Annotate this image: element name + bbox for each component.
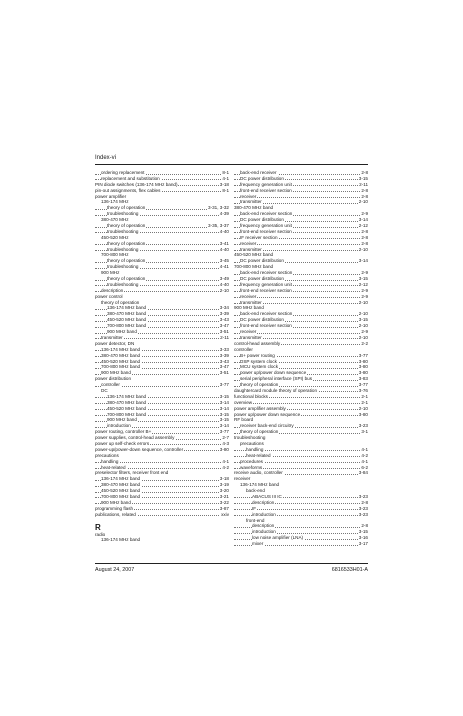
entry-page-ref: 3-43 xyxy=(219,358,229,364)
entry-term: theory of operation xyxy=(107,276,146,282)
entry-page-ref: 4-40 xyxy=(219,246,229,252)
entry-page-ref: 3-15 xyxy=(219,411,229,417)
entry-page-ref: 3-16 xyxy=(358,535,368,541)
entry-page-ref: 3-80 xyxy=(358,411,368,417)
entry-term: power-up/power-down sequence, controller xyxy=(95,446,184,452)
entry-term: power up/power down sequence xyxy=(234,411,301,417)
entry-term: receiver xyxy=(240,293,257,299)
entry-term: DC power distribution xyxy=(240,276,284,282)
entry-page-ref: 3-18 xyxy=(219,476,229,482)
entry-page-ref: 2-7 xyxy=(222,435,229,441)
entry-term: daughtercard module theory of operation xyxy=(234,387,317,393)
entry-page-ref: 4-40 xyxy=(219,281,229,287)
entry-term: low noise amplifier (LNA) xyxy=(252,535,304,541)
entry-term: description xyxy=(252,523,275,529)
entry-term: functional blocks xyxy=(234,393,268,399)
entry-term: 900 MHz xyxy=(101,270,120,276)
entry-page-ref: 4-1 xyxy=(222,175,229,181)
entry-term: control-head assembly xyxy=(234,340,281,346)
entry-term: 380-470 MHz band xyxy=(101,482,141,488)
entry-page-ref: 2-8 xyxy=(361,187,368,193)
entry-page-ref: 3-77 xyxy=(219,429,229,435)
entry-page-ref: 3-43 xyxy=(219,317,229,323)
entry-page-ref: 4-41 xyxy=(219,264,229,270)
entry-page-ref: 3-15 xyxy=(219,393,229,399)
entry-term: controller xyxy=(234,346,253,352)
entry-page-ref: 3-15 xyxy=(358,317,368,323)
entry-term: theory of operation xyxy=(107,223,146,229)
entry-term: RF board xyxy=(234,417,254,423)
entry-term: mixer xyxy=(252,541,264,547)
entry-term: 700-800 MHz band xyxy=(101,493,141,499)
entry-page-ref: 3-14 xyxy=(219,405,229,411)
entry-term: precautions xyxy=(240,440,264,446)
entry-page-ref: 3-35, 3-37 xyxy=(208,223,229,229)
entry-term: transmitter xyxy=(101,334,123,340)
entry-page-ref: 3-14 xyxy=(219,399,229,405)
entry-term: DC xyxy=(101,387,108,393)
entry-term: frequency generation unit xyxy=(240,223,292,229)
entry-page-ref: 8-1 xyxy=(222,187,229,193)
entry-page-ref: 3-47 xyxy=(219,323,229,329)
entry-term: DC power distribution xyxy=(240,317,284,323)
entry-page-ref: 6-2 xyxy=(361,464,368,470)
entry-page-ref: 2-11 xyxy=(220,334,229,340)
entry-term: 700-800 MHz band xyxy=(101,364,141,370)
footer-doc-number: 6816533H01-A xyxy=(331,567,368,573)
entry-term: 450-520 MHz band xyxy=(107,317,147,323)
entry-term: IF xyxy=(252,505,257,511)
entry-page-ref: 3-84 xyxy=(358,470,368,476)
entry-term: 380-470 MHz band xyxy=(101,352,141,358)
entry-term: precautions xyxy=(95,452,119,458)
entry-term: DC power distribution xyxy=(240,175,284,181)
entry-term: transmitter xyxy=(240,246,262,252)
entry-page-ref: 4-3 xyxy=(222,440,229,446)
entry-page-ref: 2-9 xyxy=(361,211,368,217)
entry-page-ref: 2-12 xyxy=(358,223,368,229)
entry-term: troubleshooting xyxy=(107,246,139,252)
entry-term: 136-174 MHz band xyxy=(101,346,141,352)
entry-term: 380-470 MHz band xyxy=(234,205,274,211)
entry-page-ref: 2-10 xyxy=(358,334,368,340)
entry-page-ref: 3-87 xyxy=(219,505,229,511)
entry-term: 900 MHz band xyxy=(107,329,137,335)
entry-term: serial peripheral interface (SPI) bus xyxy=(240,376,313,382)
entry-page-ref: 3-51 xyxy=(219,329,229,335)
footer-rule xyxy=(95,563,368,564)
entry-term: 136-174 MHz band xyxy=(107,305,147,311)
entry-term: 900 MHz band xyxy=(234,305,264,311)
entry-term: power supplies, control-head assembly xyxy=(95,435,175,441)
entry-page-ref: 3-76 xyxy=(358,387,368,393)
entry-term: publications, related xyxy=(95,511,136,517)
entry-page-ref: 2-10 xyxy=(219,287,229,293)
entry-page-ref: 2-8 xyxy=(361,499,368,505)
entry-term: troubleshooting xyxy=(107,281,139,287)
entry-page-ref: 2-9 xyxy=(361,329,368,335)
entry-term: 700-800 MHz band xyxy=(234,264,274,270)
entry-term: 450-520 MHz band xyxy=(101,488,141,494)
entry-page-ref: 2-9 xyxy=(361,287,368,293)
entry-page-ref: 4-1 xyxy=(361,446,368,452)
entry-page-ref: 2-8 xyxy=(361,193,368,199)
entry-page-ref: 4-1 xyxy=(222,458,229,464)
entry-term: 450-520 MHz xyxy=(101,234,129,240)
entry-term: back-end xyxy=(246,488,265,494)
entry-page-ref: xxiv xyxy=(221,511,229,517)
entry-term: procedures xyxy=(240,458,263,464)
entry-term: description xyxy=(252,499,275,505)
entry-term: 450-520 MHz band xyxy=(101,358,141,364)
entry-term: 450-520 MHz band xyxy=(234,252,274,258)
entry-page-ref: 2-2 xyxy=(361,340,368,346)
entry-term: preselector filters, receiver front end xyxy=(95,470,169,476)
entry-page-ref: 2-1 xyxy=(361,393,368,399)
entry-term: 380-470 MHz xyxy=(101,217,129,223)
entry-page-ref: 3-45 xyxy=(219,258,229,264)
entry-term: receiver xyxy=(234,476,251,482)
entry-term: 700-800 MHz band xyxy=(107,411,147,417)
entry-term: B+ power routing xyxy=(240,352,275,358)
entry-page-ref: 2-8 xyxy=(361,228,368,234)
entry-page-ref: 3-19 xyxy=(219,482,229,488)
entry-page-ref: 3-51 xyxy=(219,370,229,376)
entry-page-ref: 2-1 xyxy=(361,399,368,405)
entry-page-ref: 3-15 xyxy=(358,529,368,535)
entry-term: power up self-check errors xyxy=(95,440,150,446)
entry-term: transmitter xyxy=(240,299,262,305)
entry-page-ref: 2-8 xyxy=(361,523,368,529)
entry-term: ordering replacement xyxy=(101,170,145,175)
entry-page-ref: 3-77 xyxy=(358,352,368,358)
entry-page-ref: 8-1 xyxy=(222,170,229,175)
entry-term: troubleshooting xyxy=(107,228,139,234)
entry-term: back-end receiver section xyxy=(240,311,293,317)
entry-page-ref: 3-17 xyxy=(358,541,368,547)
entry-term: 700-800 MHz band xyxy=(107,323,147,329)
entry-page-ref: 3-80 xyxy=(358,364,368,370)
entry-term: theory of operation xyxy=(107,240,146,246)
entry-term: overview xyxy=(234,399,253,405)
entry-term: front-end receiver section xyxy=(240,287,292,293)
entry-page-ref: 3-1 xyxy=(361,429,368,435)
entry-term: theory of operation xyxy=(240,429,279,435)
entry-page-ref: 2-10 xyxy=(358,246,368,252)
entry-term: introduction xyxy=(252,529,276,535)
entry-page-ref: 2-10 xyxy=(358,405,368,411)
entry-page-ref: 3-20 xyxy=(219,488,229,494)
entry-page-ref: 3-22 xyxy=(219,499,229,505)
entry-term: 136-174 MHz band xyxy=(101,537,141,543)
entry-term: front-end receiver section xyxy=(240,323,292,329)
index-entry xyxy=(234,541,368,547)
entry-page-ref: 4-40 xyxy=(219,228,229,234)
index-column-right xyxy=(234,170,368,547)
entry-page-ref: 3-80 xyxy=(219,446,229,452)
entry-term: handling xyxy=(101,458,119,464)
entry-term: 380-470 MHz band xyxy=(107,311,147,317)
entry-term: DC power distribution xyxy=(240,258,284,264)
entry-term: back-end receiver section xyxy=(240,211,293,217)
entry-term: 136-174 MHz band xyxy=(240,482,280,488)
entry-term: power control xyxy=(95,293,123,299)
entry-page-ref: 3-21 xyxy=(219,493,229,499)
entry-page-ref: 2-10 xyxy=(358,311,368,317)
entry-page-ref: 3-39 xyxy=(219,352,229,358)
entry-page-ref: 3-14 xyxy=(358,258,368,264)
entry-term: description xyxy=(101,287,124,293)
entry-term: 136-174 MHz band xyxy=(101,476,141,482)
entry-term: DSP system clock xyxy=(240,358,277,364)
footer-date: August 24, 2007 xyxy=(95,567,135,573)
entry-term: front-end receiver section xyxy=(240,187,292,193)
letter-text: R xyxy=(95,522,101,532)
header-rule xyxy=(95,164,368,165)
entry-term: frequency generation unit xyxy=(240,281,292,287)
entry-term: power distribution xyxy=(95,376,132,382)
entry-term: introduction xyxy=(107,423,131,429)
entry-term: 136-174 MHz band xyxy=(107,393,147,399)
entry-term: introduction xyxy=(252,511,276,517)
entry-term: 700-800 MHz xyxy=(101,252,129,258)
entry-page-ref: 3-47 xyxy=(219,364,229,370)
entry-page-ref: 3-33 xyxy=(219,346,229,352)
entry-term: back-end receiver xyxy=(240,170,277,175)
entry-page-ref: 2-9 xyxy=(361,270,368,276)
entry-page-ref: 3-14 xyxy=(219,423,229,429)
entry-term: receiver back-end circuitry xyxy=(240,423,294,429)
entry-term: 450-520 MHz band xyxy=(107,405,147,411)
entry-term: pin-out assignments, flex cables xyxy=(95,187,161,193)
entry-term: power amplifier assembly xyxy=(234,405,286,411)
entry-term: replacement and substitution xyxy=(101,175,160,181)
entry-term: theory of operation xyxy=(240,382,279,388)
entry-page-ref: 3-77 xyxy=(358,382,368,388)
entry-term: 900 MHz band xyxy=(101,370,131,376)
entry-term: receiver xyxy=(240,329,257,335)
entry-page-ref: 2-9 xyxy=(361,293,368,299)
entry-page-ref: 2-10 xyxy=(358,199,368,205)
entry-term: front-end receiver section xyxy=(240,228,292,234)
entry-term: back-end receiver section xyxy=(240,270,293,276)
entry-page-ref: 3-41 xyxy=(219,240,229,246)
entry-page-ref: 4-2 xyxy=(222,464,229,470)
entry-term: radio xyxy=(95,531,106,537)
entry-term: theory of operation xyxy=(107,258,146,264)
index-column-left xyxy=(95,170,229,543)
entry-term: programming flash xyxy=(95,505,134,511)
entry-term: power detector, DN xyxy=(95,340,135,346)
entry-page-ref: 2-10 xyxy=(358,323,368,329)
entry-term: transmitter xyxy=(240,334,262,340)
entry-term: ABACUS III IC xyxy=(252,493,282,499)
entry-page-ref: 3-80 xyxy=(358,358,368,364)
entry-page-ref: 3-39 xyxy=(219,311,229,317)
entry-term: 900 MHz band xyxy=(107,417,137,423)
entry-page-ref: 3-83 xyxy=(358,376,368,382)
entry-page-ref: 3-14 xyxy=(358,217,368,223)
entry-page-ref: 4-39 xyxy=(219,211,229,217)
entry-page-ref: 3-23 xyxy=(358,505,368,511)
entry-term: controller xyxy=(101,382,120,388)
entry-page-ref: 3-23 xyxy=(358,423,368,429)
entry-term: PIN diode switches (136-174 MHz band) xyxy=(95,181,178,187)
entry-term: waveforms xyxy=(240,464,263,470)
entry-term: power up/power down sequence xyxy=(240,370,307,376)
entry-page-ref: 3-80 xyxy=(358,370,368,376)
page-header: Index-vi xyxy=(95,155,117,161)
entry-page-ref: 2-8 xyxy=(361,240,368,246)
entry-term: troubleshooting xyxy=(107,211,139,217)
entry-term: troubleshooting xyxy=(234,435,266,441)
entry-page-ref: 2-11 xyxy=(359,181,368,187)
entry-page-ref: 2-8 xyxy=(361,234,368,240)
entry-term: heat-related xyxy=(246,452,271,458)
entry-page-ref: 3-49 xyxy=(219,276,229,282)
entry-page-ref: 3-23 xyxy=(358,493,368,499)
entry-term: frequency generation unit xyxy=(240,181,292,187)
entry-term: 900 MHz band xyxy=(101,499,131,505)
entry-term: power amplifier xyxy=(95,193,127,199)
entry-term: troubleshooting xyxy=(107,264,139,270)
entry-page-ref: 3-77 xyxy=(219,382,229,388)
entry-term: power routing, controller B+ xyxy=(95,429,152,435)
entry-term: theory of operation xyxy=(101,299,140,305)
index-entry xyxy=(95,537,229,543)
entry-page-ref: 3-15 xyxy=(219,417,229,423)
entry-term: 136-174 MHz xyxy=(101,199,129,205)
entry-page-ref: 4-2 xyxy=(361,452,368,458)
entry-term: receiver xyxy=(240,193,257,199)
entry-term: handling xyxy=(246,446,264,452)
entry-term: front-end xyxy=(246,517,265,523)
entry-term: receive audio, controller xyxy=(234,470,283,476)
index-letter-heading xyxy=(95,521,229,532)
entry-page-ref: 3-15 xyxy=(358,175,368,181)
entry-page-ref: 3-34 xyxy=(219,305,229,311)
entry-page-ref: 2-10 xyxy=(358,299,368,305)
entry-term: DC power distribution xyxy=(240,217,284,223)
entry-term: transmitter xyxy=(240,199,262,205)
entry-term: heat-related xyxy=(101,464,126,470)
entry-page-ref: 2-8 xyxy=(361,170,368,175)
entry-page-ref: 3-18 xyxy=(219,181,229,187)
entry-term: IF receiver section xyxy=(240,234,278,240)
entry-page-ref: 3-31, 3-32 xyxy=(208,205,229,211)
entry-page-ref: 2-12 xyxy=(358,281,368,287)
entry-term: MCU system clock xyxy=(240,364,279,370)
entry-page-ref: 3-23 xyxy=(358,511,368,517)
entry-term: receiver xyxy=(240,240,257,246)
entry-term: 380-470 MHz band xyxy=(107,399,147,405)
entry-page-ref: 4-1 xyxy=(361,458,368,464)
entry-term: theory of operation xyxy=(107,205,146,211)
entry-page-ref: 3-15 xyxy=(358,276,368,282)
